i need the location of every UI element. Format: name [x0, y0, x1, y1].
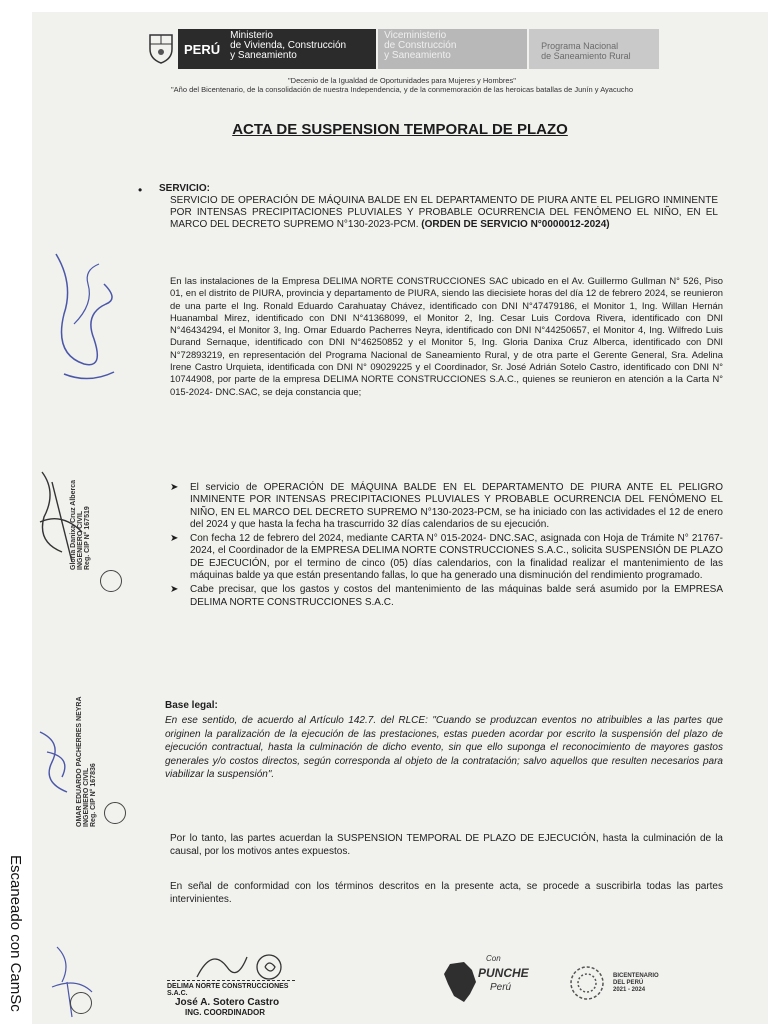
peru-map-icon	[442, 960, 482, 1004]
arrow-bullet-icon: ➤	[170, 533, 179, 545]
list-item: ➤ Con fecha 12 de febrero del 2024, mediante CARTA N° 015-2024- DNC.SAC, asignada con Hoja de Trámite N° 21767-2024, el Coordinador de la EMPRESA DELIMA NORTE CONSTRUCCIONES S.A.C., solicita SUSPENSIÓN DE PLAZO DE EJECUCIÓN, por el termino de cinco (05) días calendarios, con la finalidad realizar el mantenimiento de las máquinas balde ya que están presentando fallas, lo que ha generado una disminución del rendimiento programado.	[170, 533, 723, 582]
scanner-watermark	[4, 855, 26, 1024]
handwritten-signature-3	[32, 712, 82, 812]
meeting-paragraph: En las instalaciones de la Empresa DELIMA NORTE CONSTRUCCIONES SAC ubicado en el Av. Guillermo Gullman N° 526, Piso 01, en el distrito de PIURA, provincia y departamento de PIURA, siendo las diecisiete horas del día 12 de febrero 2024, se reunieron de una parte el Ing. Ronald Eduardo Carahuatay Chávez, identificado con DNI N°47479186, el Monitor 1, Ing. Willan Hernán Huanambal Mirez, identificado con DNI N°41368099, el Monitor 2, Ing. Cesar Luis Cordova Rivera, identificado con DNI N°46434294, el Monitor 3, Ing. Omar Eduardo Pacherres Neyra, identificado con DNI N°44250657, el Monitor 4, Ing. Wilfredo Luis Durand Sernaque, identificado con DNI N°46250852 y el Monitor 5, Ing. Gloria Danixa Cruz Alberca, identificado con DNI N°72893219, en representación del Programa Nacional de Saneamiento Rural, y de otra parte el Gerente General, Sra. Adelina Irene Castro Urquieta, identificada con DNI N° 09029225 y el Coordinador, Sr. José Adrián Sotelo Castro, identificado con DNI N° 10744908, por parte de la empresa DELIMA NORTE CONSTRUCCIONES S.A.C., quienes se reunieron en atención a la Carta N° 015-2024- DNC.SAC, se deja constancia que;	[170, 275, 723, 397]
header-country: PERÚ	[178, 29, 226, 69]
scanned-page	[32, 12, 768, 1024]
header-viceministry: Viceministerio de Construcción y Saneamiento	[378, 29, 527, 69]
scanner-label: Escaneado con CamSc	[7, 855, 24, 1012]
document-title: ACTA DE SUSPENSION TEMPORAL DE PLAZO	[232, 121, 568, 138]
stamp-seal-icon	[104, 802, 126, 824]
service-order: (ORDEN DE SERVICIO N°0000012-2024)	[421, 219, 610, 231]
service-label: SERVICIO:	[159, 183, 210, 194]
stamp-seal-icon	[100, 570, 122, 592]
signature-name: José A. Sotero Castro	[175, 997, 280, 1008]
engineer-stamp-1: Gloria Danixa Cruz Alberca INGENIERO CIVIL Reg. CIP N° 167519	[70, 480, 91, 570]
coordinator-signature-block	[167, 980, 297, 1017]
arrow-bullet-icon: ➤	[170, 482, 179, 493]
list-item: ➤ Cabe precisar, que los gastos y costos del mantenimiento de las máquinas balde será asumido por la EMPRESA DELIMA NORTE CONSTRUCCIONES S.A.C.	[170, 584, 723, 608]
conformity-paragraph: En señal de conformidad con los términos descritos en la presente acta, se procede a suscribirla todas las partes intervinientes.	[170, 881, 723, 905]
arrow-bullet-icon: ➤	[170, 584, 179, 596]
scanner-margin	[0, 0, 32, 1024]
bicentenario-emblem-icon	[567, 963, 607, 1003]
decenio-motto: "Decenio de la Igualdad de Oportunidades para Mujeres y Hombres" "Año del Bicentenario, de la consolidación de nuestra Independencia, y de la conmemoración de las heroicas batallas de Junín y Ayacucho	[171, 76, 633, 94]
service-bullet: •	[138, 183, 143, 197]
header-program: Programa Nacional de Saneamiento Rural	[529, 29, 659, 69]
signature-role: ING. COORDINADOR	[185, 1008, 265, 1017]
signature-line	[167, 980, 295, 981]
con-punche-peru-logo: Con PUNCHE Perú	[442, 952, 532, 1008]
handwritten-signature-1	[44, 244, 124, 404]
agreement-paragraph: Por lo tanto, las partes acuerdan la SUSPENSION TEMPORAL DE PLAZO DE EJECUCIÓN, hasta la culminación de la causal, por los motivos antes expuestos.	[170, 833, 723, 857]
ministry-header	[144, 29, 659, 69]
peru-crest-icon	[144, 29, 178, 67]
engineer-stamp-2: OMAR EDUARDO PACHERRES NEYRA INGENIERO CIVIL Reg. CIP N° 167836	[76, 696, 97, 827]
legal-basis-text: En ese sentido, de acuerdo al Artículo 142.7. del RLCE: "Cuando se produzcan eventos no atribuibles a las partes que originen la paralización de la ejecución de las prestaciones, estas pueden acordar por escrito la suspensión del plazo de ejecución contractual, hasta la culminación de dicho evento, sin que ello suponga el reconocimiento de mayores gastos generales y/o costos directos, según corresponda al objeto de la contratación; salvo aquellos que resulten necesarios para viabilizar la suspensión".	[165, 715, 723, 780]
signature-company: DELIMA NORTE CONSTRUCCIONES S.A.C.	[167, 983, 289, 997]
findings-list	[170, 482, 723, 611]
bicentenario-logo: BICENTENARIO DEL PERÚ 2021 - 2024	[567, 960, 687, 1006]
header-ministry: Ministerio de Vivienda, Construcción y Saneamiento	[226, 29, 376, 69]
stamp-seal-icon	[70, 992, 92, 1014]
service-description: SERVICIO DE OPERACIÓN DE MÁQUINA BALDE EN EL DEPARTAMENTO DE PIURA ANTE EL PELIGRO INMINENTE POR INTENSAS PRECIPITACIONES PLUVIALES Y PROBABLE OCURRENCIA DEL FENÓMENO EL NIÑO, EN EL MARCO DEL DECRETO SUPREMO N°130-2023-PCM. (ORDEN DE SERVICIO N°0000012-2024)	[170, 195, 718, 231]
legal-basis-label: Base legal:	[165, 700, 218, 711]
list-item: ➤ El servicio de OPERACIÓN DE MÁQUINA BALDE EN EL DEPARTAMENTO DE PIURA ANTE EL PELIGRO INMINENTE POR INTENSAS PRECIPITACIONES PLUVIALES Y PROBABLE OCURRENCIA DEL FENÓMENO EL NIÑO, EN EL MARCO DEL DECRETO SUPREMO N°130-2023-PCM, se ha iniciado con las actividades el 12 de enero del 2024 y que hasta la fecha ha trascurrido 32 días calendarios de su ejecución.	[170, 482, 723, 530]
